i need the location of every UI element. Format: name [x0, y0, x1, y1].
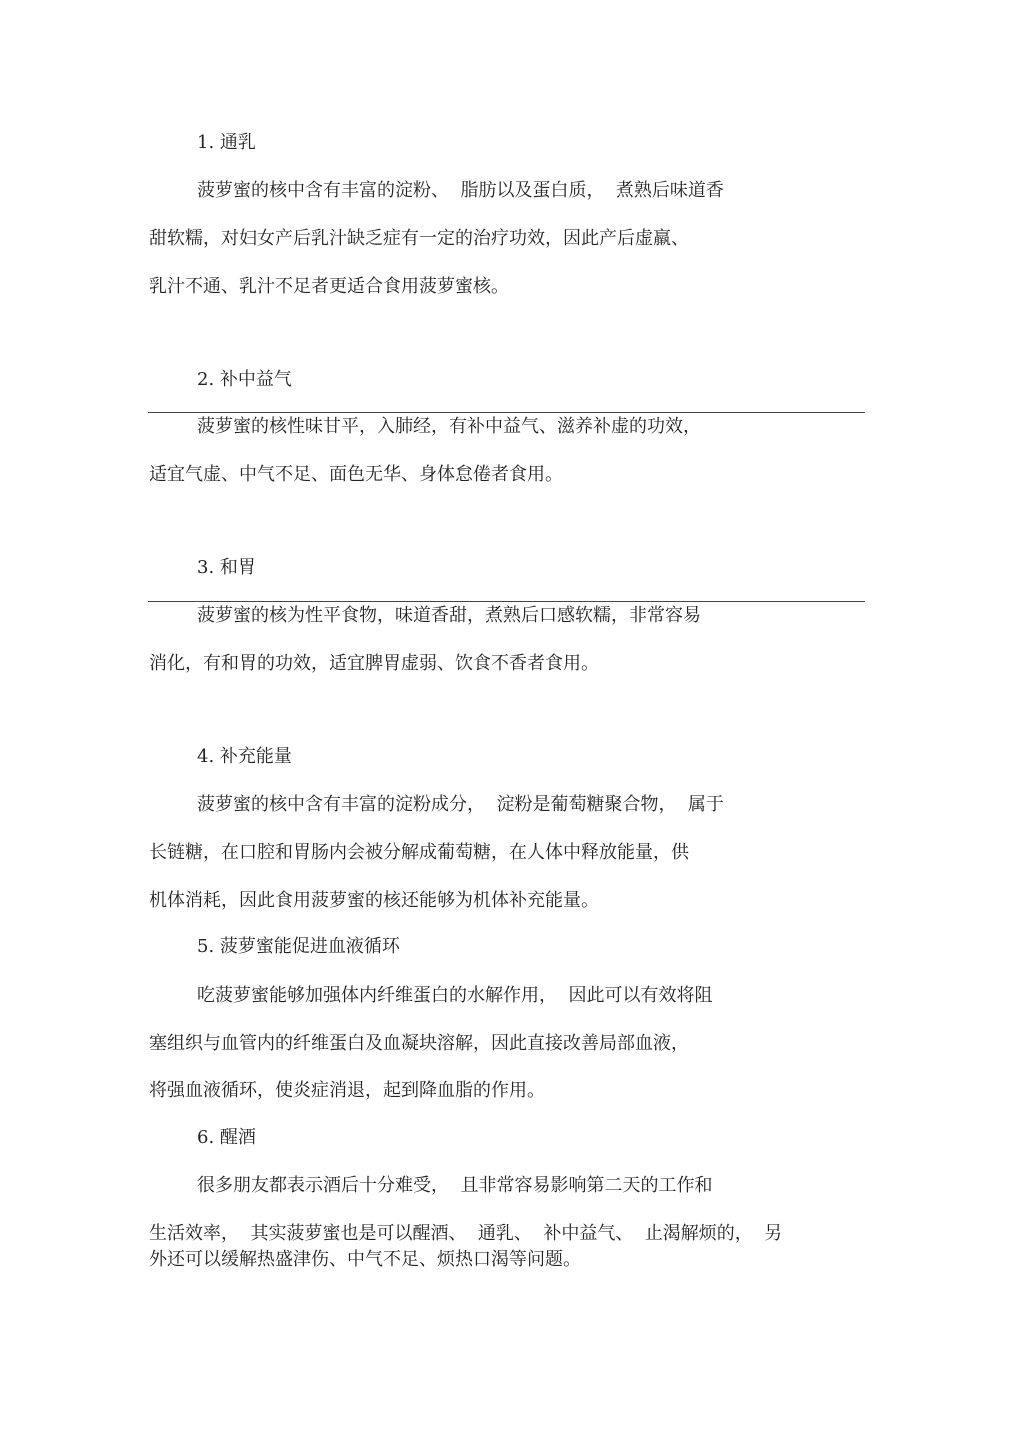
section-5-paragraph-line: 塞组织与血管内的纤维蛋白及血凝块溶解，因此直接改善局部血液， [149, 1033, 689, 1054]
section-3-paragraph-line: 菠萝蜜的核为性平食物，味道香甜，煮熟后口感软糯，非常容易 [197, 605, 701, 626]
section-4-heading: 4. 补充能量 [197, 746, 292, 767]
divider-rule [148, 601, 865, 602]
section-6-paragraph-line: 外还可以缓解热盛津伤、中气不足、烦热口渴等问题。 [149, 1249, 581, 1270]
section-6-paragraph-line: 生活效率， 其实菠萝蜜也是可以醒酒、 通乳、 补中益气、 止渴解烦的， 另 [149, 1223, 783, 1244]
section-5-paragraph-line: 吃菠萝蜜能够加强体内纤维蛋白的水解作用， 因此可以有效将阻 [197, 985, 713, 1006]
section-6-paragraph-line: 很多朋友都表示酒后十分难受， 且非常容易影响第二天的工作和 [197, 1175, 713, 1196]
section-3-heading: 3. 和胃 [197, 557, 256, 578]
divider-rule [148, 412, 865, 413]
section-1-paragraph-line: 甜软糯，对妇女产后乳汁缺乏症有一定的治疗功效，因此产后虚羸、 [149, 228, 689, 249]
section-4-paragraph-line: 机体消耗，因此食用菠萝蜜的核还能够为机体补充能量。 [149, 890, 599, 911]
section-2-paragraph-line: 适宜气虚、中气不足、面色无华、身体怠倦者食用。 [149, 464, 563, 485]
section-2-heading: 2. 补中益气 [197, 369, 292, 390]
section-5-paragraph-line: 将强血液循环，使炎症消退，起到降血脂的作用。 [149, 1080, 545, 1101]
section-1-paragraph-line: 菠萝蜜的核中含有丰富的淀粉、 脂肪以及蛋白质， 煮熟后味道香 [197, 180, 724, 201]
section-1-heading: 1. 通乳 [197, 132, 256, 153]
section-4-paragraph-line: 菠萝蜜的核中含有丰富的淀粉成分， 淀粉是葡萄糖聚合物， 属于 [197, 794, 724, 815]
section-2-paragraph-line: 菠萝蜜的核性味甘平，入肺经，有补中益气、滋养补虚的功效， [197, 416, 701, 437]
section-4-paragraph-line: 长链糖，在口腔和胃肠内会被分解成葡萄糖，在人体中释放能量，供 [149, 842, 689, 863]
section-1-paragraph-line: 乳汁不通、乳汁不足者更适合食用菠萝蜜核。 [149, 276, 509, 297]
section-3-paragraph-line: 消化，有和胃的功效，适宜脾胃虚弱、饮食不香者食用。 [149, 653, 599, 674]
section-5-heading: 5. 菠萝蜜能促进血液循环 [197, 936, 400, 957]
section-6-heading: 6. 醒酒 [197, 1127, 256, 1148]
